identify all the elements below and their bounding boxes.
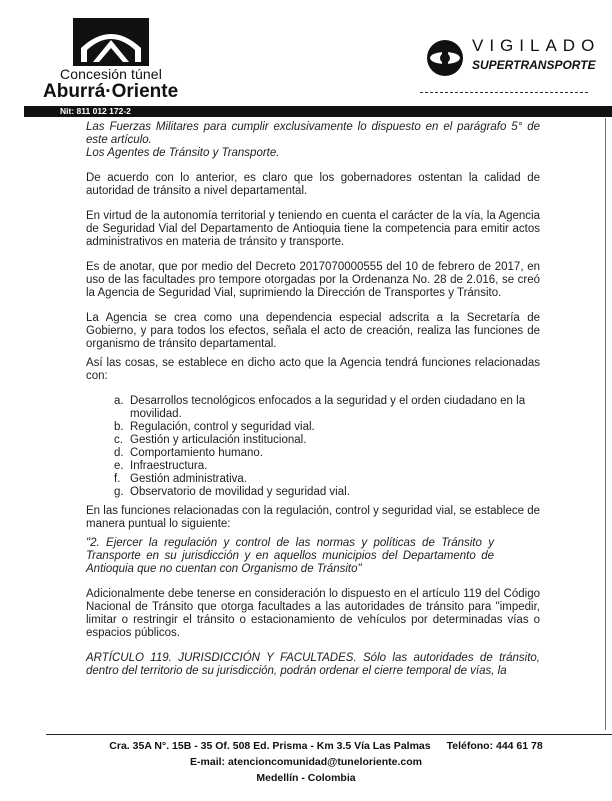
footer-address: Cra. 35A N°. 15B - 35 Of. 508 Ed. Prisma - Km 3.5 Vía Las Palmas (109, 740, 431, 752)
vigilado-logo (420, 36, 601, 96)
footer (0, 738, 612, 786)
footer-email: E-mail: atencioncomunidad@tuneloriente.com (190, 756, 422, 768)
vigilado-subtitle: SUPERTRANSPORTE (472, 58, 596, 72)
logo-brand-text: Aburrá·Oriente (43, 81, 179, 102)
footer-city: Medellín - Colombia (256, 772, 356, 784)
list-item: b. Regulación, control y seguridad vial. (114, 421, 315, 433)
footer-phone: Teléfono: 444 61 78 (446, 740, 543, 752)
list-item: d. Comportamiento humano. (114, 447, 263, 459)
paragraph: Adicionalmente debe tenerse en consideración lo dispuesto en el artículo 119 del Código Nacional de Tránsito que otorga facultades a las autoridades de tránsito para "impedir, limitar o restringir el tránsito o estacionamiento de vehículos por determinadas vías o espacios públicos. (86, 588, 540, 639)
vigilado-title: VIGILADO (472, 36, 601, 55)
list-item: g. Observatorio de movilidad y seguridad vial. (114, 486, 350, 498)
paragraph: En las funciones relacionadas con la regulación, control y seguridad vial, se establece de manera puntual lo siguiente: (86, 505, 540, 530)
footer-rule (46, 734, 612, 735)
document-body (86, 121, 540, 678)
logo-name-text: Concesión túnel (60, 66, 162, 82)
list-item: c. Gestión y articulación institucional. (114, 434, 307, 446)
list-item: e. Infraestructura. (114, 460, 208, 472)
list-item: a. Desarrollos tecnológicos enfocados a la seguridad y el orden ciudadano en la movilidad. (114, 395, 526, 420)
block-quote: "2. Ejercer la regulación y control de las normas y políticas de Tránsito y Transporte en su jurisdicción y en aquellos municipios del Departamento de Antioquia que no cuentan con Organismo de Tránsito" (86, 537, 494, 575)
vigilado-underline (420, 92, 588, 93)
article-text: ARTÍCULO 119. JURISDICCIÓN Y FACULTADES. Sólo las autoridades de tránsito, dentro del territorio de su jurisdicción, podrán ordenar el cierre temporal de vías, la (86, 652, 540, 677)
paragraph: La Agencia se crea como una dependencia especial adscrita a la Secretaría de Gobierno, y para todos los efectos, señala el acto de creación, realiza las funciones de organismo de tránsito departamental. (86, 312, 540, 350)
supertransporte-seal-icon (425, 38, 465, 78)
functions-list (86, 395, 540, 499)
paragraph: De acuerdo con lo anterior, es claro que los gobernadores ostentan la calidad de autoridad de tránsito a nivel departamental. (86, 172, 540, 197)
list-item: f. Gestión administrativa. (114, 473, 247, 485)
nit-text: Nit: 811 012 172-2 (60, 106, 131, 116)
paragraph: Es de anotar, que por medio del Decreto 2017070000555 del 10 de febrero de 2017, en uso de las facultades pro tempore otorgadas por la Ordenanza No. 28 de 2.016, se creó la Agencia de Seguridad Vial, suprimiendo la Dirección de Transportes y Tránsito. (86, 261, 540, 299)
paragraph: En virtud de la autonomía territorial y teniendo en cuenta el carácter de la vía, la Agencia de Seguridad Vial del Departamento de Antioquia tiene la competencia para emitir actos administrativos en materia de tránsito y transporte. (86, 210, 540, 248)
tunnel-logo-icon (73, 18, 149, 66)
paragraph: Así las cosas, se establece en dicho acto que la Agencia tendrá funciones relacionadas con: (86, 357, 540, 382)
page-edge-line (605, 118, 606, 730)
intro-line: Las Fuerzas Militares para cumplir exclusivamente lo dispuesto en el parágrafo 5° de este artículo. (86, 121, 540, 146)
intro-line: Los Agentes de Tránsito y Transporte. (86, 147, 280, 159)
